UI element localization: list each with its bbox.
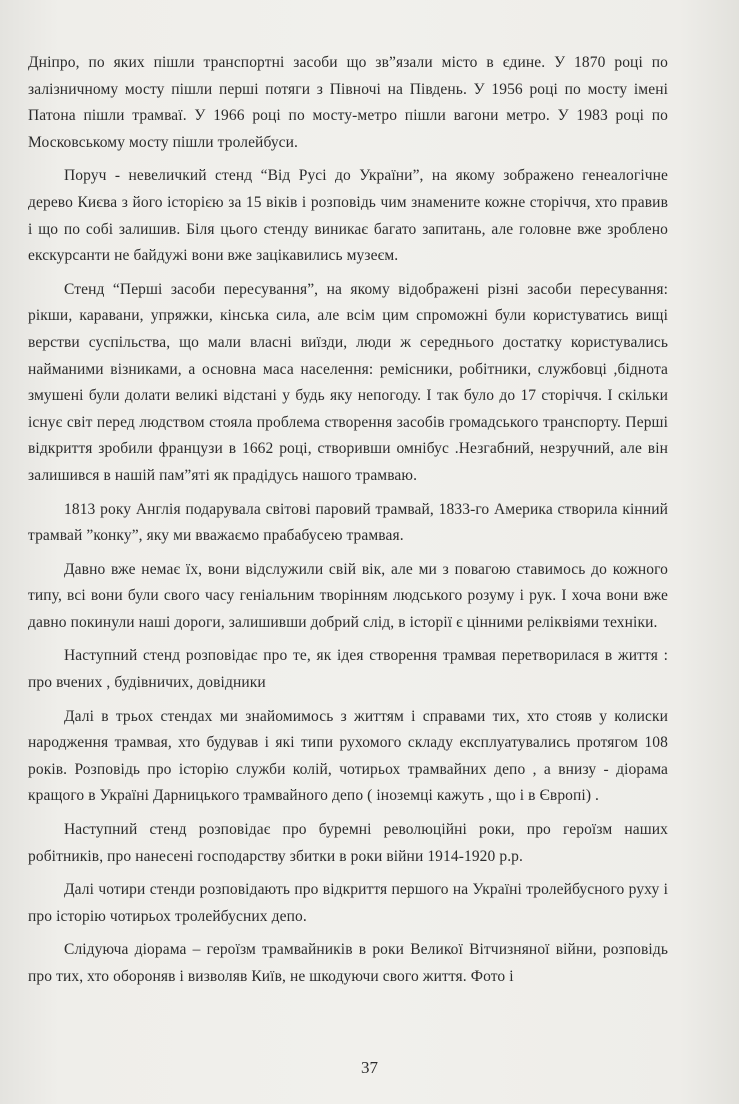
- paragraph-1: Дніпро, по яких пішли транспортні засоби що зв”язали місто в єдине. У 1870 році по залізничному мосту пішли перші потяги з Півночі на Південь. У 1956 році по мосту імені Патона пішли трамваї. У 1966 році по мосту-метро пішли вагони метро. У 1983 році по Московському мосту пішли тролейбуси.: [28, 54, 668, 151]
- paragraph-8: Наступний стенд розповідає про буремні революційні роки, про героїзм наших робітників, про нанесені господарству збитки в роки війни 1914-1920 р.р.: [28, 821, 668, 865]
- paragraph-3: Стенд “Перші засоби пересування”, на якому відображені різні засоби пересування: рікши, каравани, упряжки, кінська сила, але всім цим спроможні були користуватись вищі верстви суспільства, що мали власні виїзди, люди ж середнього достатку користувались найманими візниками, а основна маса населення: ремісники, робітники, службовці ,біднота змушені були долати великі відстані у будь яку непогоду. І так було до 17 сторіччя. І скільки існує світ перед людством стояла проблема створення засобів громадського транспорту. Перші відкриття зробили французи в 1662 році, створивши омнібус .Незгабний, незручний, але він залишився в нашій пам”яті як прадідусь нашого трамваю.: [28, 280, 668, 484]
- paragraph-4: 1813 року Англія подарувала світові паровий трамвай, 1833-го Америка створила кінний трамвай ”конку”, яку ми вважаємо прабабусею трамвая.: [28, 500, 668, 545]
- paragraph-5: Давно вже немає їх, вони відслужили свій вік, але ми з повагою ставимось до кожного типу, всі вони були свого часу геніальним творінням людського розуму і рук. І хоча вони вже давно покинули наші дороги, залишивши добрий слід, в історії є цінними реліквіями техніки.: [28, 560, 668, 631]
- page-number: 37: [361, 1058, 378, 1077]
- paragraph-7: Далі в трьох стендах ми знайомимось з життям і справами тих, хто стояв у колиски народження трамвая, хто будував і які типи рухомого складу експлуатувались протягом 108 років. Розповідь про історію служби колій, чотирьох трамвайних депо , а внизу - діорама кращого в Україні Дарницького трамвайного депо ( іноземці кажуть , що і в Європі) .: [28, 707, 668, 805]
- body-text: [28, 50, 668, 998]
- paragraph-6: Наступний стенд розповідає про те, як ідея створення трамвая перетворилася в життя : про вчених , будівничих, довідники: [28, 647, 668, 692]
- paragraph-9: Далі чотири стенди розповідають про відкриття першого на Україні тролейбусного руху і про історію чотирьох тролейбусних депо.: [28, 881, 668, 925]
- paragraph-10: Слідуюча діорама – героїзм трамвайників в роки Великої Вітчизняної війни, розповідь про тих, хто обороняв і визволяв Київ, не шкодуючи свого життя. Фото і: [28, 941, 668, 985]
- paragraph-2: Поруч - невеличкий стенд “Від Русі до України”, на якому зображено генеалогічне дерево Києва з його історією за 15 віків і розповідь чим знамените кожне сторіччя, хто правив і що по собі залишив. Біля цього стенду виникає багато запитань, але головне вже зроблено екскурсанти не байдужі вони вже зацікавились музеєм.: [28, 167, 668, 265]
